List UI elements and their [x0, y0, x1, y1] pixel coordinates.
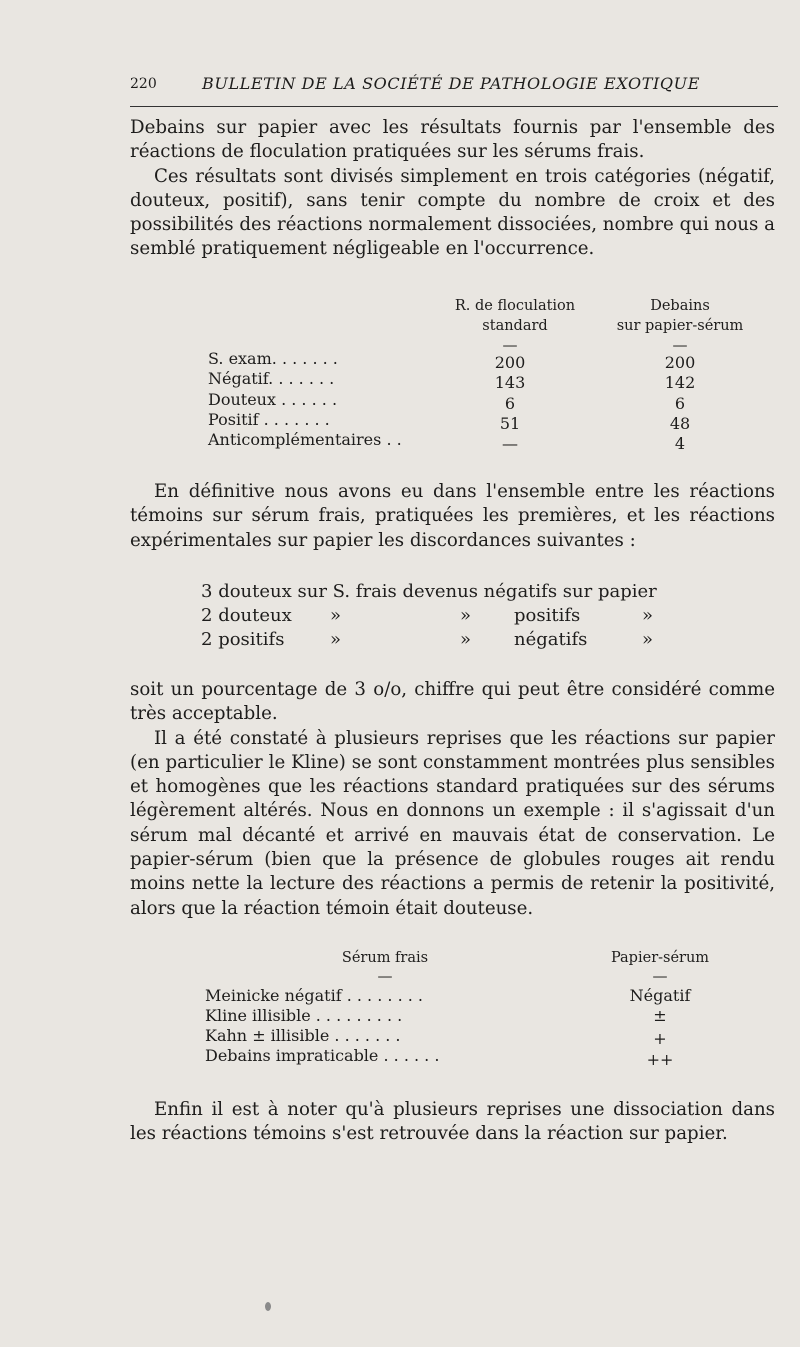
ditto-mark: »: [330, 605, 342, 626]
row-label: Kahn ± illisible . . . . . . .: [205, 1026, 401, 1045]
row-papier-value: +: [653, 1029, 667, 1048]
row-papier-value: 200: [664, 353, 696, 372]
discordance-count: 2: [201, 629, 213, 650]
ditto-mark: »: [460, 629, 472, 650]
page-number: 220: [130, 76, 157, 92]
paragraph-3: En définitive nous avons eu dans l'ensemble entre les réactions témoins sur sérum frais, pratiquées les premières, et les réactions expérimentales sur papier les discordances suivantes :: [130, 481, 775, 551]
row-label: Douteux . . . . . .: [208, 390, 338, 409]
col-papier-dash: —: [672, 336, 688, 354]
col-serum-frais-dash: —: [377, 967, 393, 985]
discordance-middle: sur S. frais devenus: [297, 581, 478, 602]
row-papier-value: 48: [669, 414, 691, 433]
col-papier-serum-dash: —: [652, 967, 668, 985]
paragraph-5: Il a été constaté à plusieurs reprises que les réactions sur papier (en particulier le Kline) se sont constamment montrées plus sensibles et homogènes que les réactions standard pratiquées sur des sérums légèrement altérés. Nous en donnons un exemple : il s'agissait d'un sérum mal décanté et arrivé en mauvais état de conservation. Le papier-sérum (bien que la présence de globules rouges ait rendu moins nette la lecture des réactions a permis de retenir la positivité, alors que la réaction témoin était douteuse.: [130, 727, 775, 919]
journal-title: BULLETIN DE LA SOCIÉTÉ DE PATHOLOGIE EXOTIQUE: [202, 74, 700, 93]
row-papier-value: Négatif: [629, 986, 691, 1005]
ditto-mark: »: [642, 605, 654, 626]
row-label: Debains impraticable . . . . . .: [205, 1046, 440, 1065]
paper-speck: [265, 1302, 271, 1311]
row-papier-value: ++: [646, 1050, 674, 1069]
col-standard-header-line1: R. de floculation: [454, 298, 576, 314]
row-standard-value: —: [502, 434, 518, 453]
discordance-count: 2: [201, 605, 213, 626]
ditto-mark: »: [330, 629, 342, 650]
row-papier-value: ±: [653, 1006, 667, 1025]
col-papier-header-line1: Debains: [650, 298, 710, 314]
discordance-to: négatifs: [514, 629, 588, 650]
col-standard-header-line2: standard: [482, 318, 548, 334]
discordance-from: douteux: [218, 581, 292, 602]
discordance-to: positifs: [514, 605, 581, 626]
paragraph-6: Enfin il est à noter qu'à plusieurs reprises une dissociation dans les réactions témoins s'est retrouvée dans la réaction sur papier.: [130, 1099, 775, 1145]
paragraph-1: Debains sur papier avec les résultats fournis par l'ensemble des réactions de floculation pratiquées sur les sérums frais.: [130, 117, 775, 163]
row-label: Meinicke négatif . . . . . . . .: [205, 986, 423, 1005]
paragraph-6-block: [130, 1098, 775, 1147]
col-serum-frais-header: Sérum frais: [341, 950, 429, 966]
discordance-to: négatifs: [483, 581, 558, 602]
row-label: Positif . . . . . . .: [208, 410, 330, 429]
col-standard-dash: —: [502, 336, 518, 354]
row-standard-value: 143: [494, 373, 526, 392]
discordance-from: positifs: [218, 629, 285, 650]
row-label: Kline illisible . . . . . . . . .: [205, 1006, 403, 1025]
col-papier-header-line2: sur papier-sérum: [616, 318, 744, 334]
paragraph-2: Ces résultats sont divisés simplement en trois catégories (négatif, douteux, positif), sans tenir compte du nombre de croix et des possibilités des réactions normalement dissociées, nombre qui nous a semblé pratiquement négligeable en l'occurrence.: [130, 165, 775, 260]
row-label: Négatif. . . . . . .: [208, 369, 335, 388]
row-standard-value: 200: [494, 353, 526, 372]
discordance-tail: sur papier: [562, 581, 657, 602]
ditto-mark: »: [642, 629, 654, 650]
row-papier-value: 4: [674, 434, 686, 453]
row-papier-value: 6: [674, 394, 686, 413]
discordance-from: douteux: [218, 605, 292, 626]
discordance-count: 3: [201, 581, 213, 602]
row-label: S. exam. . . . . . .: [208, 349, 338, 368]
row-label: Anticomplémentaires . .: [208, 430, 402, 449]
row-papier-value: 142: [664, 373, 696, 392]
row-standard-value: 6: [504, 394, 516, 413]
col-papier-serum-header: Papier-sérum: [610, 950, 710, 966]
row-standard-value: 51: [499, 414, 521, 433]
ditto-mark: »: [460, 605, 472, 626]
paragraph-4: soit un pourcentage de 3 o/o, chiffre qui peut être considéré comme très acceptable.: [130, 679, 775, 725]
